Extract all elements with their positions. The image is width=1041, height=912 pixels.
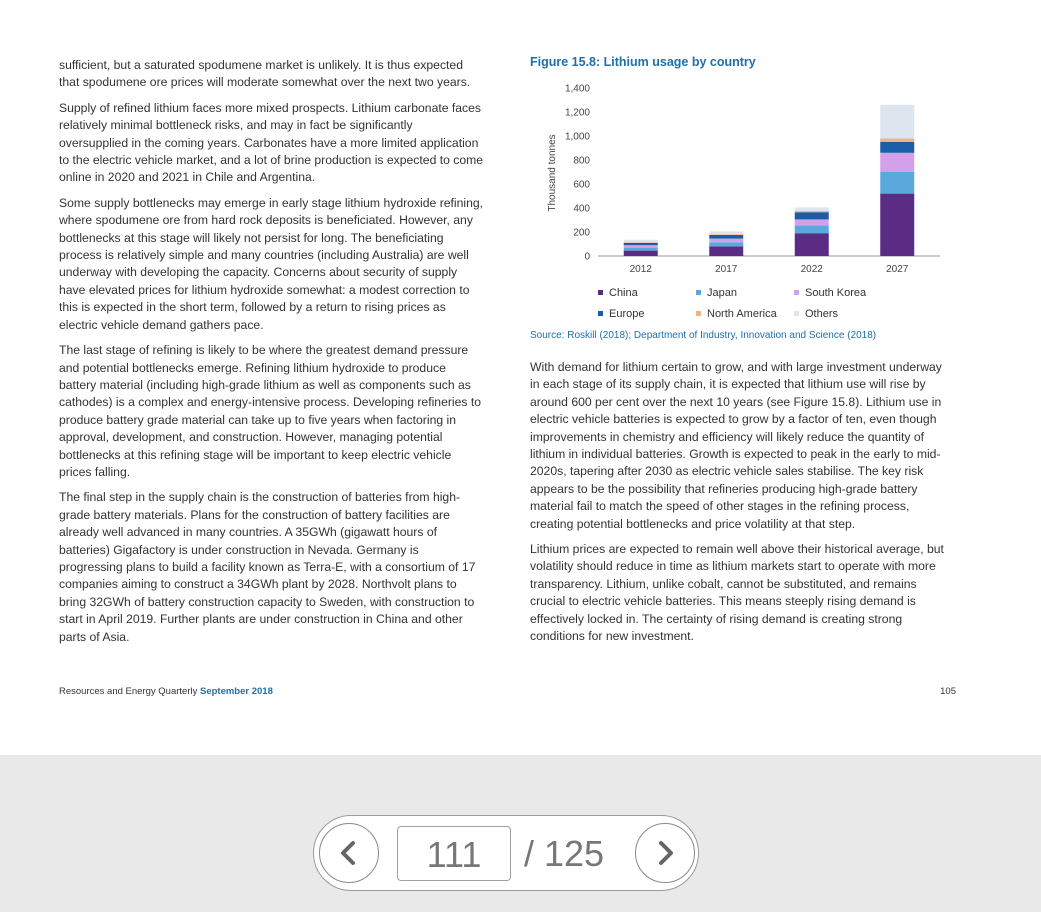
- legend-label: Others: [805, 308, 839, 320]
- paragraph: sufficient, but a saturated spodumene market is unlikely. It is thus expected that spodumene ore prices will moderate somewhat over the next two years.: [59, 58, 471, 90]
- footer-publication: [59, 686, 273, 697]
- legend-item: [598, 287, 638, 299]
- bar-segment-china: [880, 194, 914, 256]
- paragraph: Some supply bottlenecks may emerge in early stage lithium hydroxide refining, where spodumene ore from hard rock deposits is beneficiated. However, any bottlenecks at this stage will likely not persist for long. The beneficiating process is relatively simple and many countries (including Australia) are well underway with developing the capacity. Concerns about security of supply have elevated prices for lithium hydroxide somewhat: a modest correction to this is expected in the short term, followed by a return to rising prices as electric vehicle demand gathers pace.: [59, 195, 484, 332]
- legend-label: North America: [707, 308, 777, 320]
- page-total: / 125: [524, 833, 605, 874]
- bar-segment-china: [709, 246, 743, 256]
- paragraph: With demand for lithium certain to grow, and with large investment underway in each stage of its supply chain, it is expected that lithium use will rise by around 600 per cent over the next 10 years (see Figure 15.8). Lithium use in electric vehicle batteries is expected to grow by a factor of ten, even though improvements in chemistry and efficiency will likely reduce the quantity of lithium in individual batteries. Growth is expected to peak in the early to mid-2020s, tapering after 2030 as electric vehicle sales stabilise. The key risk appears to be the possibility that refineries producing high-grade battery material fail to match the speed of other stages in the refining process, creating potential bottlenecks and price volatility at that step.: [530, 360, 942, 531]
- bar-segment-north-america: [795, 211, 829, 212]
- legend-swatch: [696, 290, 701, 295]
- legend-swatch: [696, 311, 701, 316]
- paragraph: Supply of refined lithium faces more mixed prospects. Lithium carbonate faces relatively minimal bottleneck risks, and may in fact be significantly oversupplied in the coming years. Carbonates have a more limited application to the electric vehicle market, and a lot of brine production is expected to come online in 2020 and 2021 in Chile and Argentina.: [59, 100, 484, 185]
- legend-item: [794, 287, 866, 299]
- bar-segment-north-america: [624, 242, 658, 243]
- bar-segment-south-korea: [624, 245, 658, 247]
- legend-swatch: [794, 311, 799, 316]
- bar-segment-china: [795, 233, 829, 256]
- bar-segment-japan: [795, 225, 829, 233]
- legend-label: Japan: [707, 287, 737, 299]
- publication-name: Resources and Energy Quarterly: [59, 686, 198, 697]
- y-tick-label: 0: [584, 251, 590, 263]
- bar-segment-europe: [880, 142, 914, 153]
- y-tick-label: 1,400: [564, 83, 590, 95]
- right-text-column: [530, 359, 954, 654]
- chart-svg: [530, 75, 950, 290]
- bar-segment-china: [624, 251, 658, 256]
- legend-label: Europe: [609, 308, 645, 320]
- bar-segment-north-america: [880, 138, 914, 142]
- bars: [624, 105, 915, 256]
- paragraph: Lithium prices are expected to remain well above their historical average, but volatility should reduce in time as lithium markets start to operate with more transparency. Lithium, unlike cobalt, cannot be substituted, and remains crucial to electric vehicle batteries. This means steeply rising demand is effectively locked in. The certainty of rising demand is creating strong conditions for new investment.: [530, 542, 944, 644]
- figure-title: Figure 15.8: Lithium usage by country: [530, 55, 756, 69]
- page-number-input[interactable]: 111: [397, 826, 511, 881]
- bar-segment-south-korea: [795, 219, 829, 225]
- left-text-column: [59, 57, 485, 654]
- bar-segment-europe: [709, 235, 743, 239]
- bar-segment-japan: [624, 248, 658, 251]
- lithium-usage-chart: [530, 75, 950, 330]
- figure-source: Source: Roskill (2018); Department of Industry, Innovation and Science (2018): [530, 330, 877, 341]
- legend-label: South Korea: [805, 287, 867, 299]
- legend-item: [598, 308, 644, 320]
- bar-segment-north-america: [709, 234, 743, 235]
- y-tick-label: 800: [573, 155, 590, 167]
- legend-item: [696, 287, 737, 299]
- bar-segment-europe: [624, 243, 658, 245]
- bar-segment-others: [795, 207, 829, 211]
- x-tick-label: 2027: [886, 264, 909, 275]
- legend-item: [696, 308, 777, 320]
- y-tick-label: 400: [573, 203, 590, 215]
- bar-segment-europe: [795, 212, 829, 219]
- legend-swatch: [598, 311, 603, 316]
- bar-segment-south-korea: [709, 239, 743, 243]
- y-axis-label: Thousand tonnes: [547, 134, 558, 212]
- legend-label: China: [609, 287, 638, 299]
- x-axis: [630, 264, 909, 275]
- previous-page-button[interactable]: [319, 823, 379, 883]
- legend-swatch: [598, 290, 603, 295]
- y-tick-label: 200: [573, 227, 590, 239]
- paragraph: The final step in the supply chain is the construction of batteries from high-grade battery materials. Plans for the construction of battery facilities are already well advanced in many countries. A 35GWh (gigawatt hours of batteries) Gigafactory is under construction in Nevada. Germany is progressing plans to build a facility known as Terra-E, with a consortium of 17 companies aiming to construct a 34GWh plant by 2028. Northvolt plans to bring 32GWh of battery construction capacity to Sweden, with construction to start in April 2019. Further plants are under construction in China and other parts of Asia.: [59, 490, 476, 644]
- y-tick-label: 1,000: [564, 131, 590, 143]
- legend-swatch: [794, 290, 799, 295]
- chevron-left-icon: [334, 838, 364, 868]
- legend-item: [794, 308, 838, 320]
- paragraph: The last stage of refining is likely to be where the greatest demand pressure and potential bottlenecks emerge. Refining lithium hydroxide to produce battery material (including high-grade lithium as well as components such as cathodes) is a complex and energy-intensive process. Developing refineries to produce battery grade material can take up to five years when factoring in approval, development, and construction. However, managing potential bottlenecks at this refining stage will be important to keep electric vehicle prices falling.: [59, 343, 482, 479]
- footer-page-number: 105: [940, 686, 956, 697]
- page-navigator: [313, 815, 699, 891]
- bar-segment-japan: [880, 172, 914, 194]
- chevron-right-icon: [650, 838, 680, 868]
- bar-segment-others: [880, 105, 914, 139]
- x-tick-label: 2022: [800, 264, 823, 275]
- publication-issue: September 2018: [199, 686, 273, 697]
- bar-segment-others: [709, 231, 743, 234]
- bar-segment-south-korea: [880, 153, 914, 172]
- next-page-button[interactable]: [635, 823, 695, 883]
- y-tick-label: 600: [573, 179, 590, 191]
- x-tick-label: 2012: [629, 264, 652, 275]
- bar-segment-others: [624, 240, 658, 242]
- x-tick-label: 2017: [715, 264, 738, 275]
- bar-segment-japan: [709, 242, 743, 246]
- y-tick-label: 1,200: [564, 107, 590, 119]
